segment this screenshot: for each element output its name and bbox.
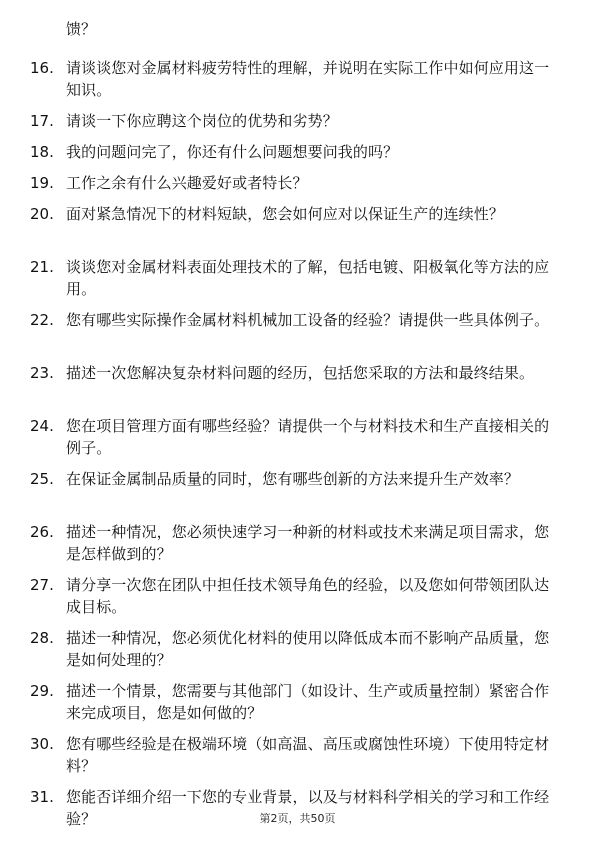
question-text: 工作之余有什么兴趣爱好或者特长？ [66,174,308,192]
question-text: 描述一种情况，您必须优化材料的使用以降低成本而不影响产品质量，您是如何处理的？ [66,629,550,669]
question-number: 24. [30,417,54,435]
question-item [0,203,595,256]
question-text: 描述一种情况，您必须快速学习一种新的材料或技术来满足项目需求，您是怎样做到的？ [66,523,550,563]
question-item [0,57,595,110]
page-footer: 第2页，共50页 [259,812,336,825]
question-number: 19. [30,174,54,192]
question-text: 描述一个情景，您需要与其他部门（如设计、生产或质量控制）紧密合作来完成项目，您是如何做的？ [66,682,550,722]
question-text: 请谈一下你应聘这个岗位的优势和劣势？ [66,112,338,130]
question-number: 30. [30,735,54,753]
question-text: 描述一次您解决复杂材料问题的经历，包括您采取的方法和最终结果。 [66,364,535,382]
question-item [0,468,595,521]
question-text: 面对紧急情况下的材料短缺，您会如何应对以保证生产的连续性？ [66,205,504,223]
question-number: 21. [30,258,54,276]
question-text: 请谈谈您对金属材料疲劳特性的理解，并说明在实际工作中如何应用这一知识。 [66,59,550,99]
question-item [0,256,595,309]
question-number: 29. [30,682,54,700]
question-list [0,57,595,839]
question-item [0,521,595,574]
question-item [0,415,595,468]
question-number: 16. [30,59,54,77]
question-item [0,680,595,733]
question-text: 请分享一次您在团队中担任技术领导角色的经验，以及您如何带领团队达成目标。 [66,576,550,616]
question-number: 20. [30,205,54,223]
question-number: 28. [30,629,54,647]
question-number: 23. [30,364,54,382]
question-number: 18. [30,143,54,161]
question-text: 您有哪些实际操作金属材料机械加工设备的经验？请提供一些具体例子。 [66,311,550,329]
question-item [0,309,595,362]
question-text: 您能否详细介绍一下您的专业背景，以及与材料科学相关的学习和工作经验？ [66,788,550,828]
question-number: 31. [30,788,54,806]
question-text: 我的问题问完了，你还有什么问题想要问我的吗？ [66,143,399,161]
question-item [0,627,595,680]
question-item [0,110,595,141]
question-number: 22. [30,311,54,329]
question-number: 27. [30,576,54,594]
question-text: 您在项目管理方面有哪些经验？请提供一个与材料技术和生产直接相关的例子。 [66,417,550,457]
question-number: 26. [30,523,54,541]
question-item [0,733,595,786]
question-text: 谈谈您对金属材料表面处理技术的了解，包括电镀、阳极氧化等方法的应用。 [66,258,550,298]
question-item [0,574,595,627]
continued-text: 馈？ [66,20,97,38]
question-item [0,172,595,203]
question-text: 在保证金属制品质量的同时，您有哪些创新的方法来提升生产效率？ [66,470,520,488]
question-item [0,141,595,172]
question-number: 17. [30,112,54,130]
question-number: 25. [30,470,54,488]
question-text: 您有哪些经验是在极端环境（如高温、高压或腐蚀性环境）下使用特定材料？ [66,735,550,775]
question-item [0,362,595,415]
